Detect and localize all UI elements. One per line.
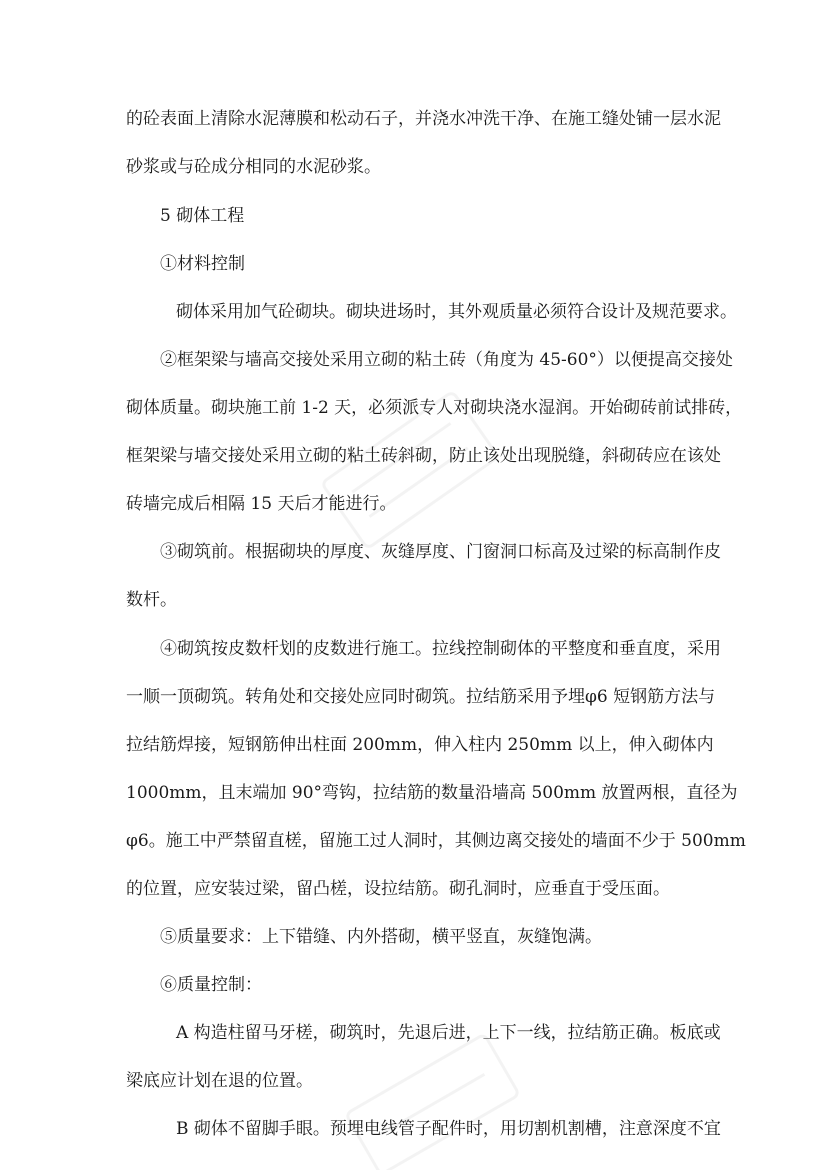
watermark-seal-icon: [330, 1030, 530, 1170]
paragraph-line: 砂浆或与砼成分相同的水泥砂浆。: [126, 157, 381, 177]
paragraph-line: ④砌筑按皮数杆划的皮数进行施工。拉线控制砌体的平整度和垂直度，采用: [160, 639, 721, 659]
paragraph-line: 砌体质量。砌块施工前 1-2 天，必须派专人对砌块浇水湿润。开始砌砖前试排砖，: [126, 398, 743, 418]
subsection-heading: ⑥质量控制：: [160, 975, 262, 995]
paragraph-line: 1000mm，且末端加 90°弯钩，拉结筋的数量沿墙高 500mm 放置两根，直径为: [126, 783, 738, 803]
paragraph-line: ⑤质量要求：上下错缝、内外搭砌，横平竖直，灰缝饱满。: [160, 927, 602, 947]
section-heading: 5 砌体工程: [160, 206, 245, 226]
paragraph-line: 数杆。: [126, 590, 177, 610]
paragraph-line: 框架梁与墙交接处采用立砌的粘土砖斜砌，防止该处出现脱缝，斜砌砖应在该处: [126, 446, 721, 466]
paragraph-line: φ6。施工中严禁留直槎，留施工过人洞时，其侧边离交接处的墙面不少于 500mm: [126, 831, 746, 851]
paragraph-line: 的位置，应安装过梁，留凸槎，设拉结筋。砌孔洞时，应垂直于受压面。: [126, 879, 670, 899]
paragraph-line: 的砼表面上清除水泥薄膜和松动石子，并浇水冲洗干净、在施工缝处铺一层水泥: [126, 109, 721, 129]
paragraph-line: 砌体采用加气砼砌块。砌块进场时，其外观质量必须符合设计及规范要求。: [176, 302, 737, 322]
subsection-heading: ①材料控制: [160, 254, 245, 274]
paragraph-line: 砖墙完成后相隔 15 天后才能进行。: [126, 494, 397, 514]
paragraph-line: ②框架梁与墙高交接处采用立砌的粘土砖（角度为 45-60°）以便提高交接处: [160, 350, 733, 370]
paragraph-line: 一顺一顶砌筑。转角处和交接处应同时砌筑。拉结筋采用予埋φ6 短钢筋方法与: [126, 687, 716, 707]
paragraph-line: 拉结筋焊接，短钢筋伸出柱面 200mm，伸入柱内 250mm 以上，伸入砌体内: [126, 735, 714, 755]
paragraph-line: B 砌体不留脚手眼。预埋电线管子配件时，用切割机割槽，注意深度不宜: [176, 1119, 721, 1139]
paragraph-line: ③砌筑前。根据砌块的厚度、灰缝厚度、门窗洞口标高及过梁的标高制作皮: [160, 542, 721, 562]
paragraph-line: A 构造柱留马牙槎，砌筑时，先退后进，上下一线，拉结筋正确。板底或: [176, 1023, 721, 1043]
paragraph-line: 梁底应计划在退的位置。: [126, 1071, 313, 1091]
